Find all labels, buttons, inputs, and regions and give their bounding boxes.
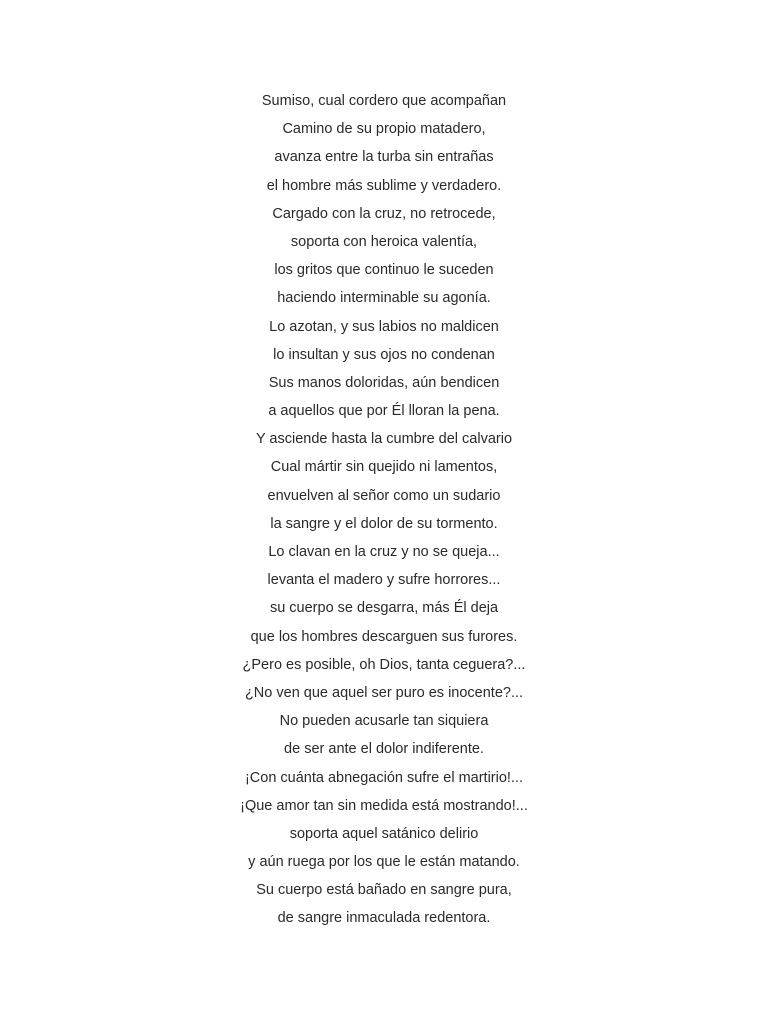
poem-line: Su cuerpo está bañado en sangre pura, — [256, 882, 512, 899]
poem-line: Cual mártir sin quejido ni lamentos, — [270, 459, 498, 476]
poem-line: Lo azotan, y sus labios no maldicen — [269, 318, 499, 335]
poem-line: la sangre y el dolor de su tormento. — [270, 515, 498, 532]
poem-line: envuelven al señor como un sudario — [267, 487, 501, 504]
poem-line: Camino de su propio matadero, — [282, 121, 486, 138]
poem-line: ¿Pero es posible, oh Dios, tanta ceguera?... — [242, 656, 526, 673]
poem-line: de ser ante el dolor indiferente. — [284, 741, 484, 758]
poem-line: soporta aquel satánico delirio — [289, 825, 479, 842]
poem-line: de sangre inmaculada redentora. — [277, 910, 491, 927]
poem-line: y aún ruega por los que le están matando. — [248, 854, 520, 871]
poem-line: soporta con heroica valentía, — [290, 233, 478, 250]
poem-line: haciendo interminable su agonía. — [277, 290, 491, 307]
poem-line: lo insultan y sus ojos no condenan — [273, 346, 495, 363]
poem-line: su cuerpo se desgarra, más Él deja — [269, 600, 499, 617]
poem-line: que los hombres descarguen sus furores. — [250, 628, 518, 645]
poem-line: el hombre más sublime y verdadero. — [266, 177, 502, 194]
poem-line: Y asciende hasta la cumbre del calvario — [255, 431, 513, 448]
poem-line: avanza entre la turba sin entrañas — [274, 149, 494, 166]
poem-line: No pueden acusarle tan siquiera — [279, 713, 489, 730]
poem-line: ¡Que amor tan sin medida está mostrando!... — [240, 797, 528, 814]
poem-line: a aquellos que por Él lloran la pena. — [268, 403, 500, 420]
poem-line: Cargado con la cruz, no retrocede, — [272, 205, 496, 222]
poem-line: Sus manos doloridas, aún bendicen — [268, 374, 500, 391]
poem-line: ¡Con cuánta abnegación sufre el martirio!... — [244, 769, 524, 786]
poem-text — [0, 87, 768, 933]
poem-line: Lo clavan en la cruz y no se queja... — [268, 544, 500, 560]
poem-line: ¿No ven que aquel ser puro es inocente?... — [244, 684, 524, 701]
poem-line: los gritos que continuo le suceden — [274, 262, 494, 279]
poem-line: levanta el madero y sufre horrores... — [267, 572, 501, 589]
poem-line: Sumiso, cual cordero que acompañan — [261, 93, 507, 109]
